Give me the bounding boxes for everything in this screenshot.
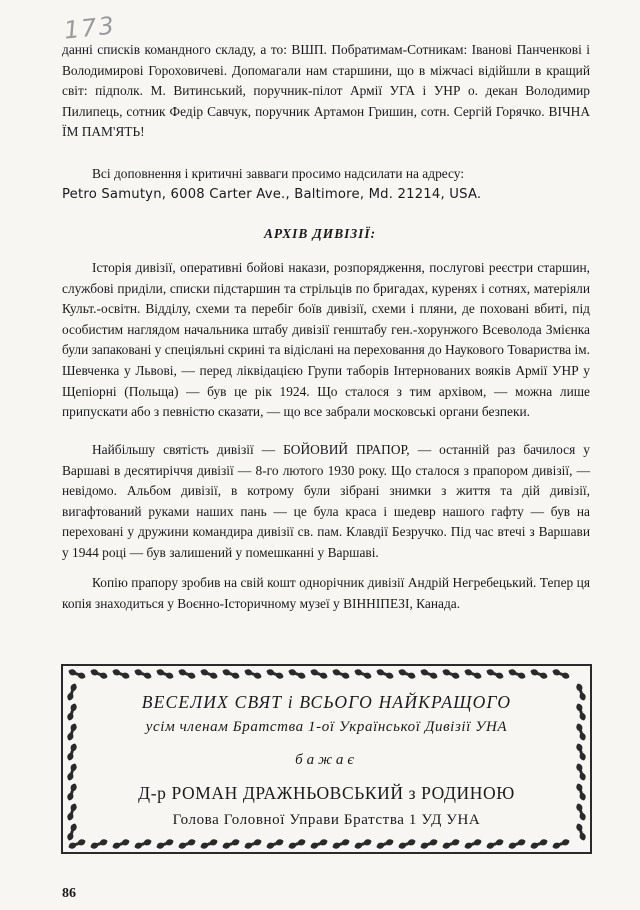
flag-section [62,440,590,564]
banner-recipients: усім членам Братства 1-ої Української Дивізії УНА [145,719,508,735]
page-number: 86 [62,886,76,901]
copy-paragraph: Копію прапору зробив на свій кошт однорічник дивізії Андрій Негребецький. Тепер ця копія знаходиться у Воєнно-Історичному музеї у ВІННІПЕЗІ, Канада. [62,575,590,611]
intro-text: данні списків командного складу, а то: ВШП. Побратимам-Сотникам: Іванові Панченкові і Володимирові Гороховичеві. Допомагали нам старшини, що в міжчасі відійшли в кращий світ: підполк. М. Витинський, поручник-пілот Армії УГА і УНР о. декан Володимир Пилипець, сотник Федір Савчук, поручник Артамон Гришин, сотн. Сергій Горячко. ВІЧНА ЇМ ПАМ'ЯТЬ! [62,42,590,140]
copy-section [62,573,590,614]
banner-wishes: бажає [295,752,358,768]
handwritten-page-mark: 173 [62,11,118,45]
vine-border-bottom [63,836,590,852]
greeting-banner [61,664,592,854]
banner-sender-title: Голова Головної Управи Братства 1 УД УНА [172,812,481,828]
vine-border-left [63,666,81,852]
archive-heading: АРХІВ ДИВІЗІЇ: [263,226,377,241]
archive-section [62,258,590,423]
flag-paragraph: Найбільшу святість дивізії — БОЙОВИЙ ПРАПОР, — останній раз бачилося у Варшаві в десятиріччя дивізії — 8-го лютого 1930 року. Що сталося з прапором дивізії, — невідомо. Альбом дивізії, в котрому були зібрані знимки з життя та дій дивізії, вигафтований руками наших пань — це була краса і шедевр нашого гафту — був на переховані у дружини командира дивізії св. пам. Клавдії Безручко. Під час втечі з Варшави у 1944 році — був залишений у помешканні у Варшаві. [62,442,590,560]
intro-paragraph [62,40,590,143]
postal-address: Petro Samutyn, 6008 Carter Ave., Baltimore, Md. 21214, USA. [62,187,482,202]
archive-paragraph: Історія дивізії, оперативні бойові накази, розпорядження, послугові реєстри старшин, службові приділи, списки підстаршин та стрільців по бригадах, куренях і сотнях, матеріяли Культ.-освітн. Відділу, схеми та перебіг боїв дивізії, схеми і пляни, де поховані вбиті, під особистим наглядом начальника штабу дивізії генштабу ген.-хорунжого Всеволода Змієнка були запаковані у спеціяльні скрині та відіслані на переховання до Наукового Товариства ім. Шевченка у Львові, — перед ліквідацією Групи таборів Інтернованих вояків Армії УНР у Щепіорні (Польща) — був це рік 1924. Що сталося з тим архівом, — можна лише припускати або з певністю сказати, — що все забрали московські органи безпеки. [62,260,590,420]
address-lead: Всі доповнення і критичні завваги просимо надсилати на адресу: [92,166,465,181]
banner-greeting: ВЕСЕЛИХ СВЯТ і ВСЬОГО НАЙКРАЩОГО [141,692,512,712]
vine-border-right [572,666,590,852]
address-paragraph [62,164,590,205]
banner-sender: Д-р РОМАН ДРАЖНЬОВСЬКИЙ з РОДИНОЮ [138,783,515,803]
vine-border-top [63,666,590,682]
banner-content [87,688,566,832]
